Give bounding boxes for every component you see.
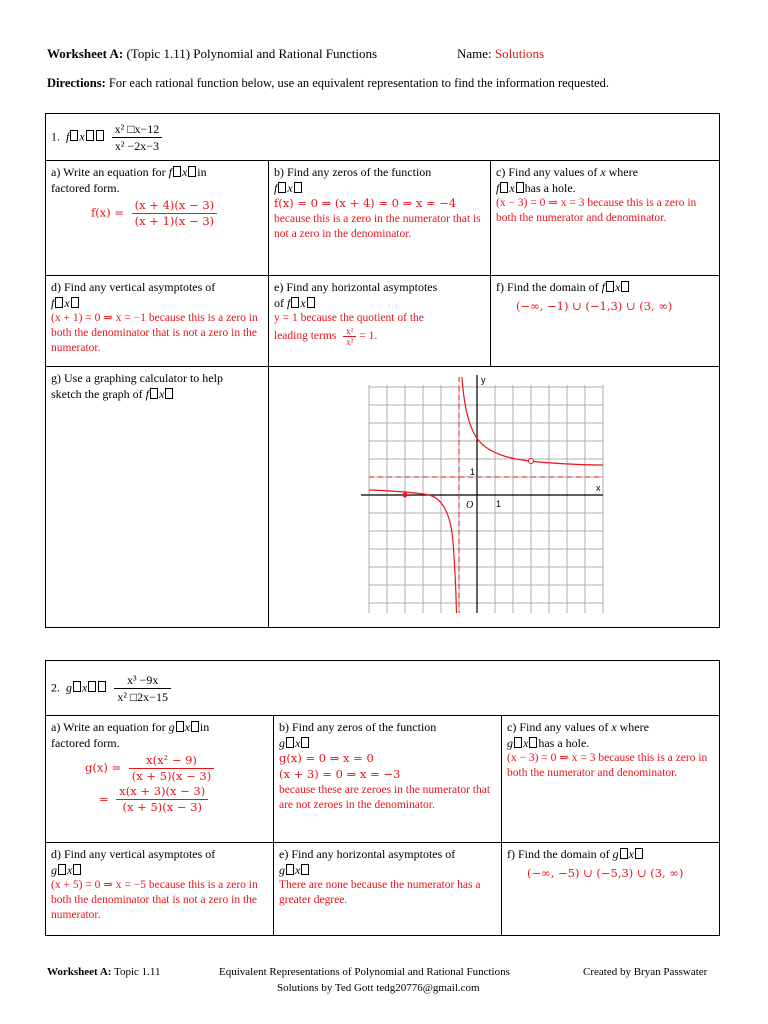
problem-2-table <box>45 660 720 936</box>
question-text: sketch the graph of <box>51 387 143 401</box>
curve-right-branch <box>462 377 603 465</box>
cell-2f: f) Find the domain of g x (−∞, −5) ∪ (−5,3) ∪ (3, ∞) <box>502 843 720 936</box>
question-text: f) Find the domain of <box>496 280 599 294</box>
question-text: d) Find any vertical asymptotes of <box>51 847 216 861</box>
footer-worksheet <box>47 966 161 978</box>
question-text: e) Find any horizontal asymptotes of <box>279 847 456 861</box>
answer-1f: (−∞, −1) ∪ (−1,3) ∪ (3, ∞) <box>516 299 673 313</box>
question-text: b) Find any zeros of the function <box>279 720 437 734</box>
answer-fraction-1 <box>129 753 214 784</box>
answer-lhs: f(x) = <box>91 205 125 220</box>
graph-1 <box>269 367 719 623</box>
denominator: x² <box>346 337 354 347</box>
answer-2a <box>85 753 268 815</box>
denominator: x² −2x−3 <box>114 138 160 153</box>
cell-2b: b) Find any zeros of the function g x g(x) = 0 ⇒ x = 0 (x + 3) = 0 ⇒ x = −3 because these are zeroes in the numerator that are not zeroes in the denominator. <box>274 716 502 843</box>
question-text: has a hole. <box>538 736 590 750</box>
worksheet-header <box>47 46 727 62</box>
name-value: Solutions <box>494 46 545 61</box>
footer-topic: Topic 1.11 <box>114 966 161 978</box>
question-text: c) Find any values of <box>507 720 609 734</box>
y-unit-label: 1 <box>470 467 476 477</box>
answer-fraction-2 <box>116 784 208 815</box>
cell-2a: a) Write an equation for g x in factored form. g(x) = $\frac{\text{x(x² − 9)}}{(x + 5)(x - 3)}$ = $\frac{x(x + 3)(x - 3)}{(x + 5)(x - 3)}$ <box>46 716 274 843</box>
answer-line: (x + 3) = 0 ⇒ x = −3 <box>279 767 401 781</box>
function-fraction <box>112 121 163 154</box>
function-name: f <box>66 128 70 143</box>
cell-1d: d) Find any vertical asymptotes of f x (x + 1) = 0 ⇒ x = −1 because this is a zero in both the denominator that is not a zero in the numerator. <box>46 276 269 367</box>
answer-2b <box>279 751 496 813</box>
answer-line: because these are zeroes in the numerator that are not zeroes in the denominator. <box>279 784 491 811</box>
directions-text: For each rational function below, use an equivalent representation to find the information requested. <box>108 76 609 90</box>
question-text: factored form. <box>51 181 120 195</box>
var-x: x <box>611 720 617 734</box>
numerator: x³ −9x <box>114 672 171 689</box>
question-text: a) Write an equation for <box>51 720 166 734</box>
answer-equals: = <box>99 791 109 806</box>
directions-label: Directions: <box>47 76 106 90</box>
curve-left-branch <box>369 490 457 613</box>
cell-2c: c) Find any values of x where g x has a hole. (x − 3) = 0 ⇒ x = 3 because this is a zero in both the numerator and denominator. <box>502 716 720 843</box>
problem-number: 1. <box>51 128 60 143</box>
denominator: (x + 5)(x − 3) <box>122 800 202 814</box>
cell-1e: e) Find any horizontal asymptotes of f x y = 1 because the quotient of the leading terms $\frac{\text{x²}}{\text{x²}}$ = 1. <box>269 276 491 367</box>
answer-1a <box>91 198 263 229</box>
footer-solutions: Solutions by Ted Gott tedg20776@gmail.com <box>277 982 480 994</box>
question-text: e) Find any horizontal asymptotes <box>274 280 438 294</box>
answer-line: = 1. <box>359 330 378 343</box>
worksheet-label: Worksheet A: <box>47 46 124 61</box>
name-label: Name: <box>457 46 492 61</box>
cell-1g: g) Use a graphing calculator to help sketch the graph of f x <box>46 367 269 628</box>
question-text: g) Use a graphing calculator to help <box>51 371 223 385</box>
x-axis-label: x <box>596 483 601 493</box>
answer-line: g(x) = 0 ⇒ x = 0 <box>279 751 374 765</box>
question-text: a) Write an equation for <box>51 165 166 179</box>
answer-2c: (x − 3) = 0 ⇒ x = 3 because this is a zero in both the numerator and denominator. <box>507 752 708 779</box>
x-intercept-point <box>403 493 408 498</box>
problem-number: 2. <box>51 679 60 694</box>
question-text: of <box>274 296 284 310</box>
answer-1c: (x − 3) = 0 ⇒ x = 3 because this is a zero in both the numerator and denominator. <box>496 197 697 224</box>
footer-title: Equivalent Representations of Polynomial and Rational Functions <box>219 966 510 978</box>
var-x: x <box>79 128 85 143</box>
question-text: d) Find any vertical asymptotes of <box>51 280 216 294</box>
denominator: (x + 1)(x − 3) <box>134 214 215 228</box>
numerator: x² <box>343 326 356 337</box>
question-text: c) Find any values of <box>496 165 598 179</box>
name-line <box>457 46 544 62</box>
answer-2d: (x + 5) = 0 ⇒ x = −5 because this is a zero in both the denominator that is not a zero in the numerator. <box>51 879 258 921</box>
problem-2-function <box>46 661 720 716</box>
cell-1f: f) Find the domain of f x (−∞, −1) ∪ (−1,3) ∪ (3, ∞) <box>491 276 720 367</box>
directions <box>47 76 737 91</box>
y-axis-label: y <box>481 375 486 385</box>
question-text: factored form. <box>51 736 120 750</box>
graph-cell <box>269 367 720 628</box>
footer-created: Created by Bryan Passwater <box>583 966 708 978</box>
cell-1a: a) Write an equation for f x in factored form. f(x) = $\frac{(x + 4)(x - 3)}{(x + 1)(x - 3)}$ <box>46 161 269 276</box>
footer-worksheet-label: Worksheet A: <box>47 966 112 978</box>
question-text: b) Find any zeros of the function <box>274 165 432 179</box>
numerator: (x + 4)(x − 3) <box>132 198 217 214</box>
numerator: x(x² − 9) <box>129 753 214 769</box>
numerator: x² □x−12 <box>112 121 163 138</box>
question-text: in <box>199 720 210 734</box>
answer-line: leading terms <box>274 330 337 343</box>
answer-line: f(x) = 0 ⇒ (x + 4) = 0 ⇒ x = −4 <box>274 196 457 210</box>
answer-2e: There are none because the numerator has a greater degree. <box>279 879 481 906</box>
denominator: x² □2x−15 <box>117 689 168 704</box>
cell-1c: c) Find any values of x where f x has a hole. (x − 3) = 0 ⇒ x = 3 because this is a zero in both the numerator and denominator. <box>491 161 720 276</box>
question-text: where <box>608 165 638 179</box>
var-x: x <box>600 165 606 179</box>
numerator: x(x + 3)(x − 3) <box>116 784 208 800</box>
answer-line: because this is a zero in the numerator that is not a zero in the denominator. <box>274 213 481 240</box>
function-fraction <box>114 672 171 705</box>
answer-1b <box>274 196 485 242</box>
answer-1e <box>274 311 485 347</box>
answer-line: y = 1 because the quotient of the <box>274 312 424 324</box>
x-unit-label: 1 <box>496 499 502 509</box>
answer-fraction <box>132 198 217 229</box>
cell-2e: e) Find any horizontal asymptotes of g x There are none because the numerator has a greater degree. <box>274 843 502 936</box>
question-text: in <box>197 165 207 179</box>
cell-2d: d) Find any vertical asymptotes of g x (x + 5) = 0 ⇒ x = −5 because this is a zero in both the denominator that is not a zero in the numerator. <box>46 843 274 936</box>
function-name: g <box>66 679 72 694</box>
answer-2f: (−∞, −5) ∪ (−5,3) ∪ (3, ∞) <box>527 866 684 880</box>
question-text: f) Find the domain of <box>507 847 610 861</box>
grid <box>369 385 603 613</box>
leading-terms-fraction <box>343 326 356 347</box>
question-text: where <box>619 720 649 734</box>
origin-label: O <box>466 500 474 511</box>
answer-lhs: g(x) = <box>85 760 122 775</box>
problem-1-function <box>46 114 720 161</box>
hole-point <box>529 459 534 464</box>
worksheet-topic: (Topic 1.11) Polynomial and Rational Functions <box>126 46 378 61</box>
cell-1b: b) Find any zeros of the function f x f(x) = 0 ⇒ (x + 4) = 0 ⇒ x = −4 because this is a zero in the numerator that is not a zero in the denominator. <box>269 161 491 276</box>
var-x: x <box>82 679 88 694</box>
denominator: (x + 5)(x − 3) <box>131 769 212 783</box>
question-text: has a hole. <box>524 181 576 195</box>
answer-1d: (x + 1) = 0 ⇒ x = −1 because this is a zero in both the denominator that is not a zero in the numerator. <box>51 312 258 354</box>
problem-1-table <box>45 113 720 628</box>
